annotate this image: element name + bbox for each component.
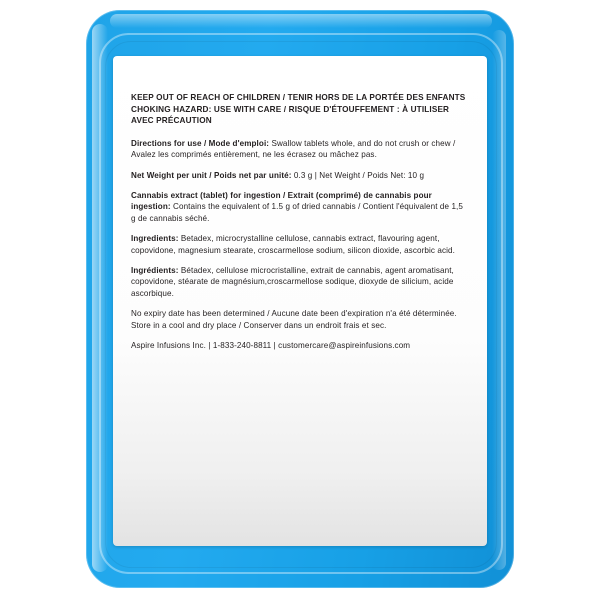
net-weight-block <box>131 170 469 181</box>
ingredients-heading-fr: Ingrédients: <box>131 266 179 276</box>
product-label <box>113 56 487 546</box>
tin-right-highlight <box>492 30 506 570</box>
label-text-block <box>131 92 469 351</box>
directions-block <box>131 138 469 161</box>
extract-block <box>131 190 469 224</box>
ingredients-block-fr <box>131 265 469 299</box>
warning-text: KEEP OUT OF REACH OF CHILDREN / TENIR HORS DE LA PORTÉE DES ENFANTS CHOKING HAZARD: USE WITH CARE / RISQUE D'ÉTOUFFEMENT : À UTILISER AVEC PRÉCAUTION <box>131 93 466 126</box>
expiry-storage-text: No expiry date has been determined / Aucune date been d'expiration n'a été déterminée. Store in a cool and dry place / Conserver dans un endroit frais et sec. <box>131 309 457 330</box>
ingredients-block-en <box>131 233 469 256</box>
tin-left-highlight <box>92 24 108 572</box>
manufacturer-contact-text: Aspire Infusions Inc. | 1-833-240-8811 | customercare@aspireinfusions.com <box>131 341 411 351</box>
ingredients-body-fr: Bétadex, cellulose microcristalline, extrait de cannabis, agent aromatisant, copovidone, stéarate de magnésium,croscarmellose sodique, dioxyde de silicium, acide ascorbique. <box>131 266 454 298</box>
extract-body: Contains the equivalent of 1.5 g of dried cannabis / Contient l'équivalent de 1,5 g de cannabis séché. <box>131 202 463 223</box>
net-weight-body: 0.3 g | Net Weight / Poids Net: 10 g <box>291 170 425 180</box>
tin-top-highlight <box>110 14 492 28</box>
net-weight-heading: Net Weight per unit / Poids net par unité: <box>131 170 292 180</box>
directions-heading: Directions for use / Mode d'emploi: <box>131 138 270 148</box>
ingredients-body-en: Betadex, microcrystalline cellulose, cannabis extract, flavouring agent, copovidone, magnesium stearate, croscarmellose sodium, silicon dioxide, ascorbic acid. <box>131 234 455 255</box>
ingredients-heading-en: Ingredients: <box>131 234 179 244</box>
extract-heading: Cannabis extract (tablet) for ingestion / Extrait (comprimé) de cannabis pour ingestion: <box>131 191 432 212</box>
directions-body: Swallow tablets whole, and do not crush or chew / Avalez les comprimés entièrement, ne les écrasez ou mâchez pas. <box>131 138 456 160</box>
